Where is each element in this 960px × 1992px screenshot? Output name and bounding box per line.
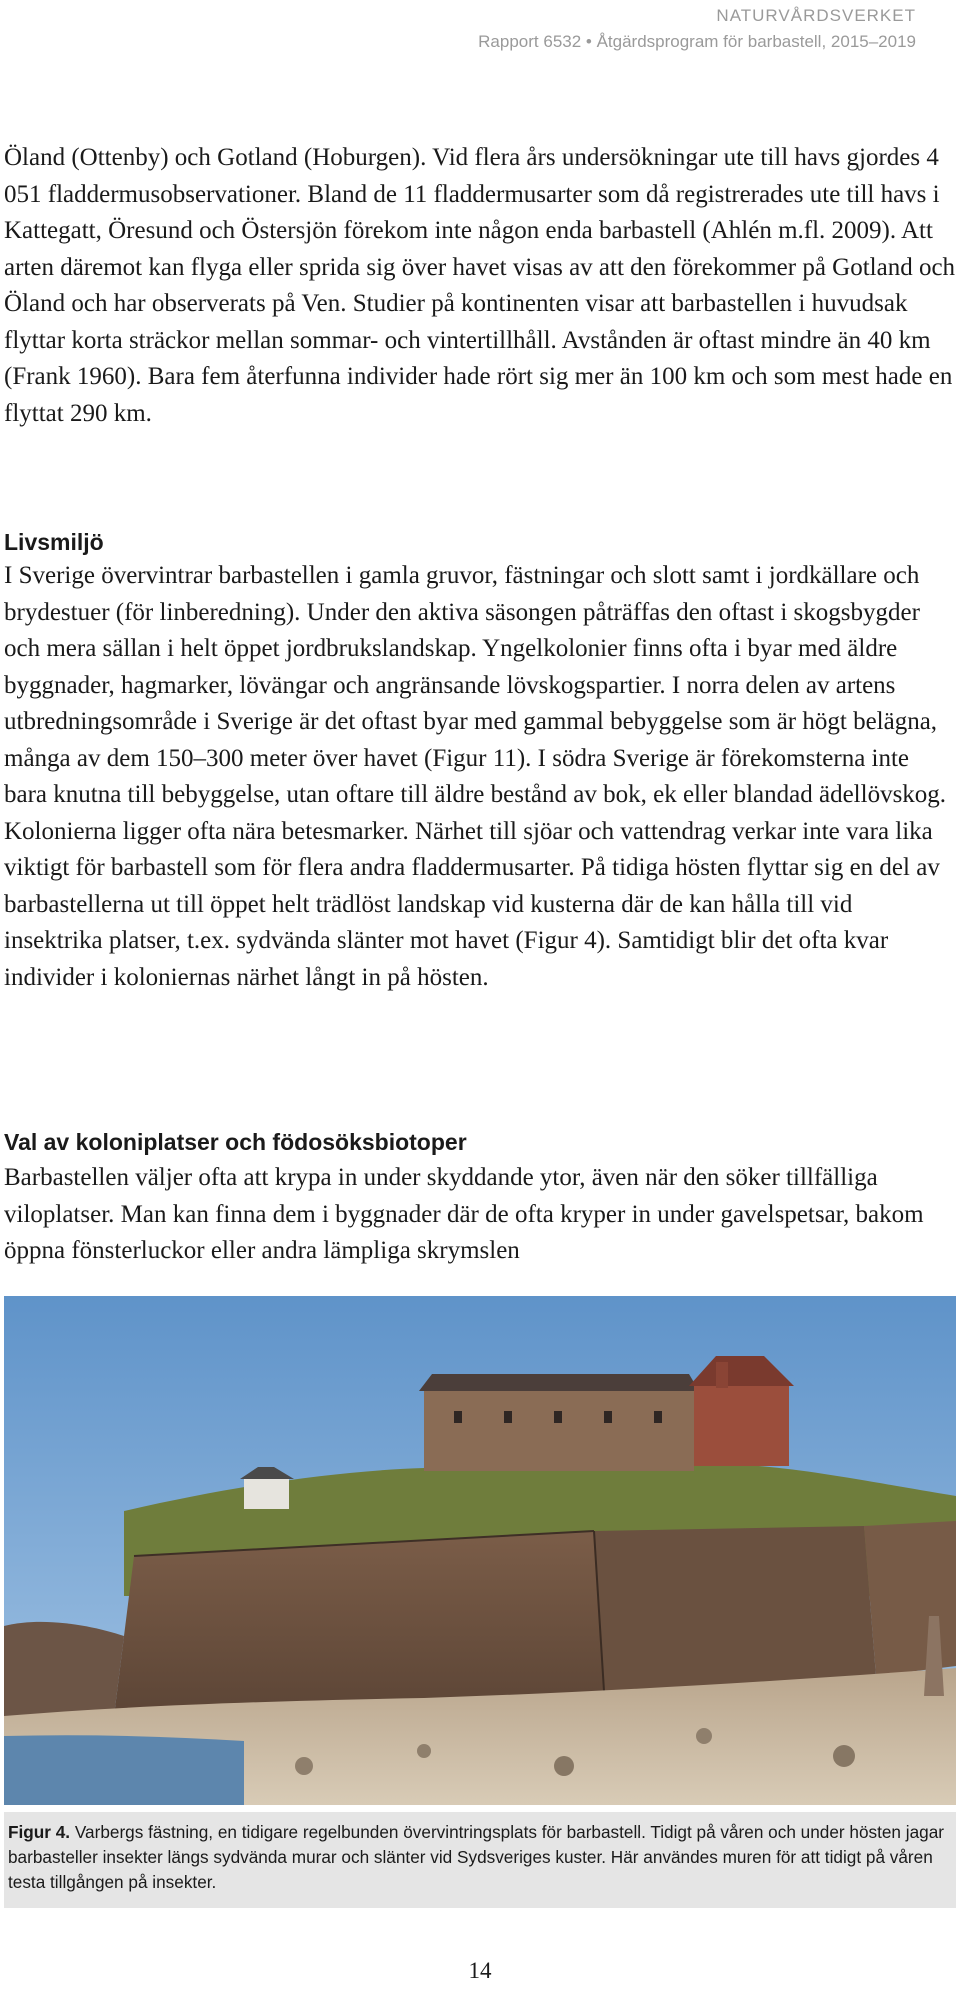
body-paragraph: Barbastellen väljer ofta att krypa in under skyddande ytor, även när den söker tillfälliga viloplatser. Man kan finna dem i byggnader där de ofta kryper in under gavelspetsar, bakom öppna fönsterluckor eller andra lämpliga skrymslen bbox=[4, 1164, 924, 1264]
caption-text bbox=[4, 1812, 956, 1895]
body-paragraph: Öland (Ottenby) och Gotland (Hoburgen). Vid flera års undersökningar ute till havs gjordes 4 051 fladdermusobservationer. Bland de 11 fladdermusarter som då registrerades ute till havs i Kattegatt, Öresund och Östersjön förekom inte någon enda barbastell (Ahlén m.fl. 2009). Att arten däremot kan flyga eller sprida sig över havet visas av att den förekommer på Gotland och Öland och har observerats på Ven. Studier på kontinenten visar att barbastellen i huvudsak flyttar korta sträckor mellan sommar- och vintertillhåll. Avstånden är oftast mindre än 40 km (Frank 1960). Bara fem återfunna individer hade rört sig mer än 100 km och som mest hade en flyttat 290 km. bbox=[4, 144, 956, 427]
body-paragraph: I Sverige övervintrar barbastellen i gamla gruvor, fästningar och slott samt i jordkällare och brydestuer (för linberedning). Under den aktiva säsongen påträffas den oftast i skogsbygder och mera sällan i helt öppet jordbrukslandskap. Yngelkolonier finns ofta i byar med äldre byggnader, hagmarker, lövängar och angränsande lövskogspartier. I norra delen av artens utbredningsområde i Sverige är det oftast byar med gammal bebyggelse som är högt belägna, många av dem 150–300 meter över havet (Figur 11). I södra Sverige är förekomsterna inte bara knutna till bebyggelse, utan oftare till äldre bestånd av bok, ek eller blandad ädellövskog. Kolonierna ligger ofta nära betesmarker. Närhet till sjöar och vattendrag verkar inte vara lika viktigt för barbastell som för flera andra fladdermusarter. På tidiga hösten flyttar sig en del av barbastellerna ut till öppet helt trädlöst landskap vid kusterna där de kan hålla till vid insektrika platser, t.ex. sydvända slänter mot havet (Figur 4). Samtidigt blir det ofta kvar individer i koloniernas närhet långt in på hösten. bbox=[4, 562, 947, 991]
fortress-photo bbox=[4, 1296, 956, 1805]
section-heading-koloniplatser: Val av koloniplatser och födosöksbiotoper bbox=[4, 1129, 467, 1155]
figure-label: Figur 4. bbox=[8, 1822, 71, 1842]
figure-caption bbox=[4, 1812, 956, 1908]
section-heading-livsmiljo: Livsmiljö bbox=[4, 529, 104, 555]
page-number: 14 bbox=[468, 1958, 492, 1983]
report-title: Rapport 6532 • Åtgärdsprogram för barbastell, 2015–2019 bbox=[478, 32, 916, 51]
caption-body: Varbergs fästning, en tidigare regelbunden övervintringsplats för barbastell. Tidigt på våren och under hösten jagar barbasteller insekter längs sydvända murar och slänter vid Sydsveriges kuster. Här användes muren för att tidigt på våren testa tillgången på insekter. bbox=[8, 1822, 944, 1892]
organization-name: NATURVÅRDSVERKET bbox=[716, 6, 916, 25]
report-header bbox=[478, 2, 916, 54]
